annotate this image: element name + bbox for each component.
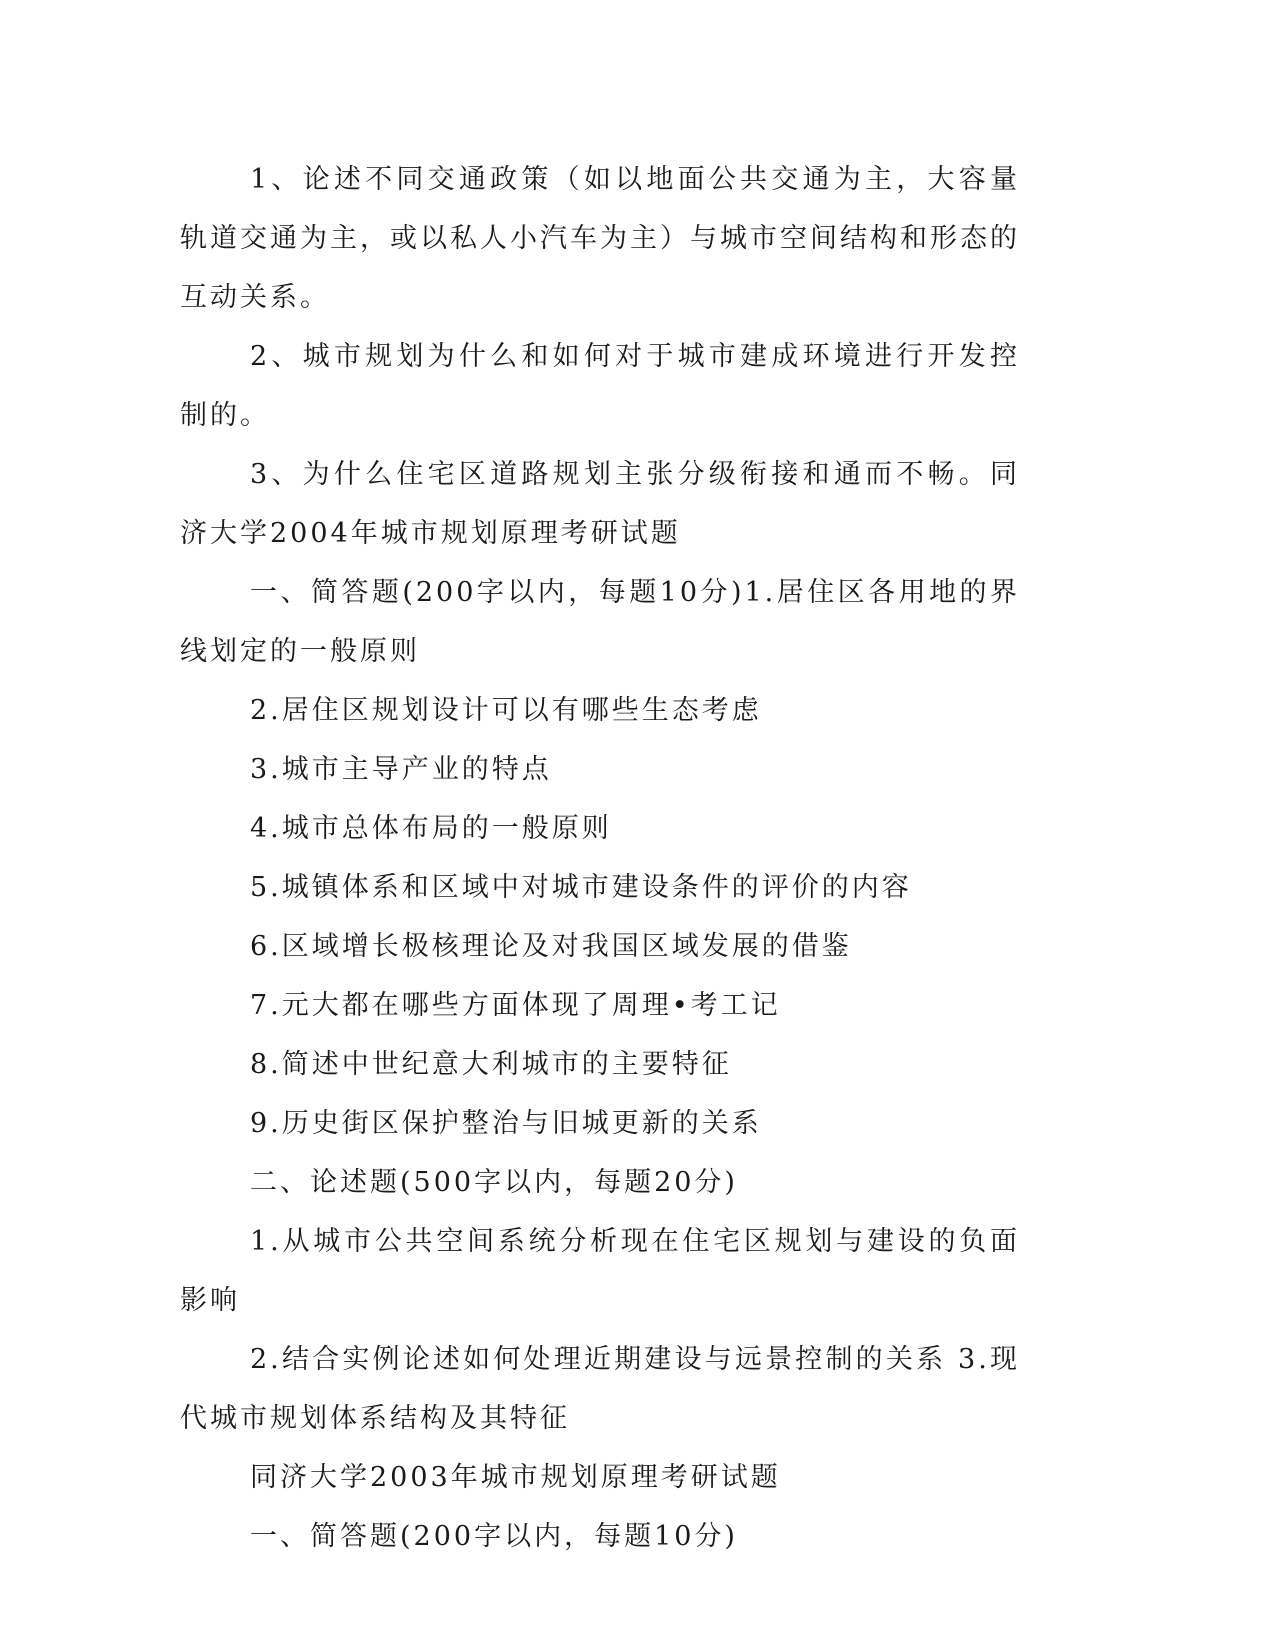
document-body [180,150,1020,1566]
short-answer-item-7: 7.元大都在哪些方面体现了周理•考工记 [250,990,781,1021]
essay-item-1: 1.从城市公共空间系统分析现在住宅区规划与建设的负面影响 [180,1226,1020,1316]
question-residential-roads: 3、为什么住宅区道路规划主张分级衔接和通而不畅。同济大学2004年城市规划原理考研试题 [180,459,1020,549]
short-answer-item-5: 5.城镇体系和区域中对城市建设条件的评价的内容 [250,872,912,903]
short-answer-item-8: 8.简述中世纪意大利城市的主要特征 [250,1049,732,1080]
section-essay-heading: 二、论述题(500字以内，每题20分) [250,1167,738,1198]
short-answer-item-3: 3.城市主导产业的特点 [250,754,552,785]
question-traffic-policy: 1、论述不同交通政策（如以地面公共交通为主，大容量轨道交通为主，或以私人小汽车为主）与城市空间结构和形态的互动关系。 [180,164,1020,313]
short-answer-item-9: 9.历史街区保护整治与旧城更新的关系 [250,1108,762,1139]
short-answer-item-2: 2.居住区规划设计可以有哪些生态考虑 [250,695,762,726]
short-answer-item-4: 4.城市总体布局的一般原则 [250,813,612,844]
section-short-answer-2003: 一、简答题(200字以内，每题10分) [250,1521,738,1552]
section-short-answer-2004: 一、简答题(200字以内，每题10分)1.居住区各用地的界线划定的一般原则 [180,577,1020,667]
short-answer-item-6: 6.区域增长极核理论及对我国区域发展的借鉴 [250,931,852,962]
exam-title-2003: 同济大学2003年城市规划原理考研试题 [250,1462,781,1493]
question-development-control: 2、城市规划为什么和如何对于城市建成环境进行开发控制的。 [180,341,1020,431]
essay-item-2-3: 2.结合实例论述如何处理近期建设与远景控制的关系 3.现代城市规划体系结构及其特征 [180,1344,1020,1434]
